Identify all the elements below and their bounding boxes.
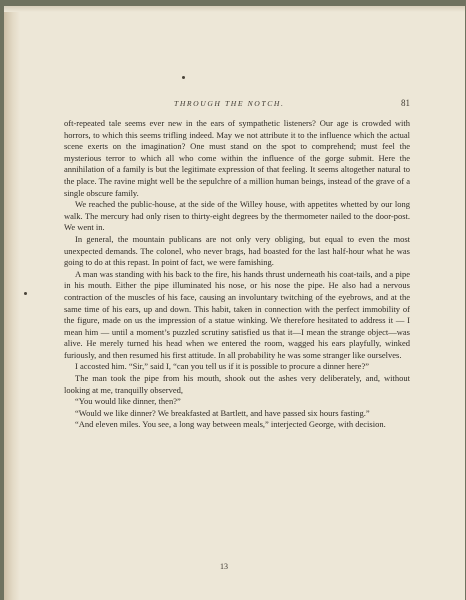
page-number: 81 [401, 98, 410, 108]
paragraph: We reached the public-house, at the side of the Willey house, with appetites whetted by our long walk. The mercury had only risen to thirty-eight degrees by the thermometer nailed to the door-post. We went in. [64, 199, 410, 233]
page-gutter-shadow [4, 6, 20, 600]
paragraph: “And eleven miles. You see, a long way between meals,” interjected George, with decision. [75, 419, 386, 430]
signature-mark: 13 [220, 562, 228, 571]
book-page [4, 6, 465, 600]
paragraph: I accosted him. “Sir,” said I, “can you tell us if it is possible to procure a dinner here?” [75, 361, 369, 372]
ink-speck [182, 76, 185, 79]
paragraph: “Would we like dinner? We breakfasted at Bartlett, and have passed six hours fasting.” [75, 407, 370, 418]
page-top-edge [4, 6, 465, 12]
body-text [64, 118, 410, 431]
paragraph: The man took the pipe from his mouth, shook out the ashes very deliberately, and, without looking at me, tranquilly observed, [64, 373, 410, 395]
paragraph: “You would like dinner, then?” [75, 396, 181, 407]
paragraph: oft-repeated tale seems ever new in the ears of sympathetic listeners? Our age is crowded with horrors, to which this seems trifling indeed. May we not attribute it to the influence which the actual scene exerts on the imagination? One must stand on the spot to comprehend; must feel the mysterious terror to which all who come within the influence of the gorge submit. Here the annihilation of a family is but the legitimate expression of that feeling. It seems altogether natural to the place. The ravine might well be the sepulchre of a million human beings, instead of the grave of a single obscure family. [64, 118, 410, 198]
ink-speck [24, 292, 27, 295]
running-header [64, 98, 410, 112]
running-title: THROUGH THE NOTCH. [174, 99, 285, 108]
paragraph: A man was standing with his back to the fire, his hands thrust underneath his coat-tails, and a pipe in his mouth. Either the pipe illuminated his nose, or his nose the pipe. He also had a nervous contraction of the muscles of his face, causing an involuntary twitching of the eyebrows, and at the same time of his ears, up and down. This habit, taken in connection with the perfect immobility of the figure, made on us the impression of a statue winking. We therefore hesitated to address it — I mean him — until a moment’s puzzled scrutiny satisfied us that it—I mean the strange object—was alive. He merely turned his head when we entered the room, wagged his ears playfully, winked furiously, and then resumed his first attitude. In all probability he was some stranger like ourselves. [64, 268, 410, 360]
paragraph: In general, the mountain publicans are not only very obliging, but equal to even the most unexpected demands. The colonel, who never brags, had boasted for the last half-hour what he was going to do at this repast. In point of fact, we were famishing. [64, 233, 410, 268]
